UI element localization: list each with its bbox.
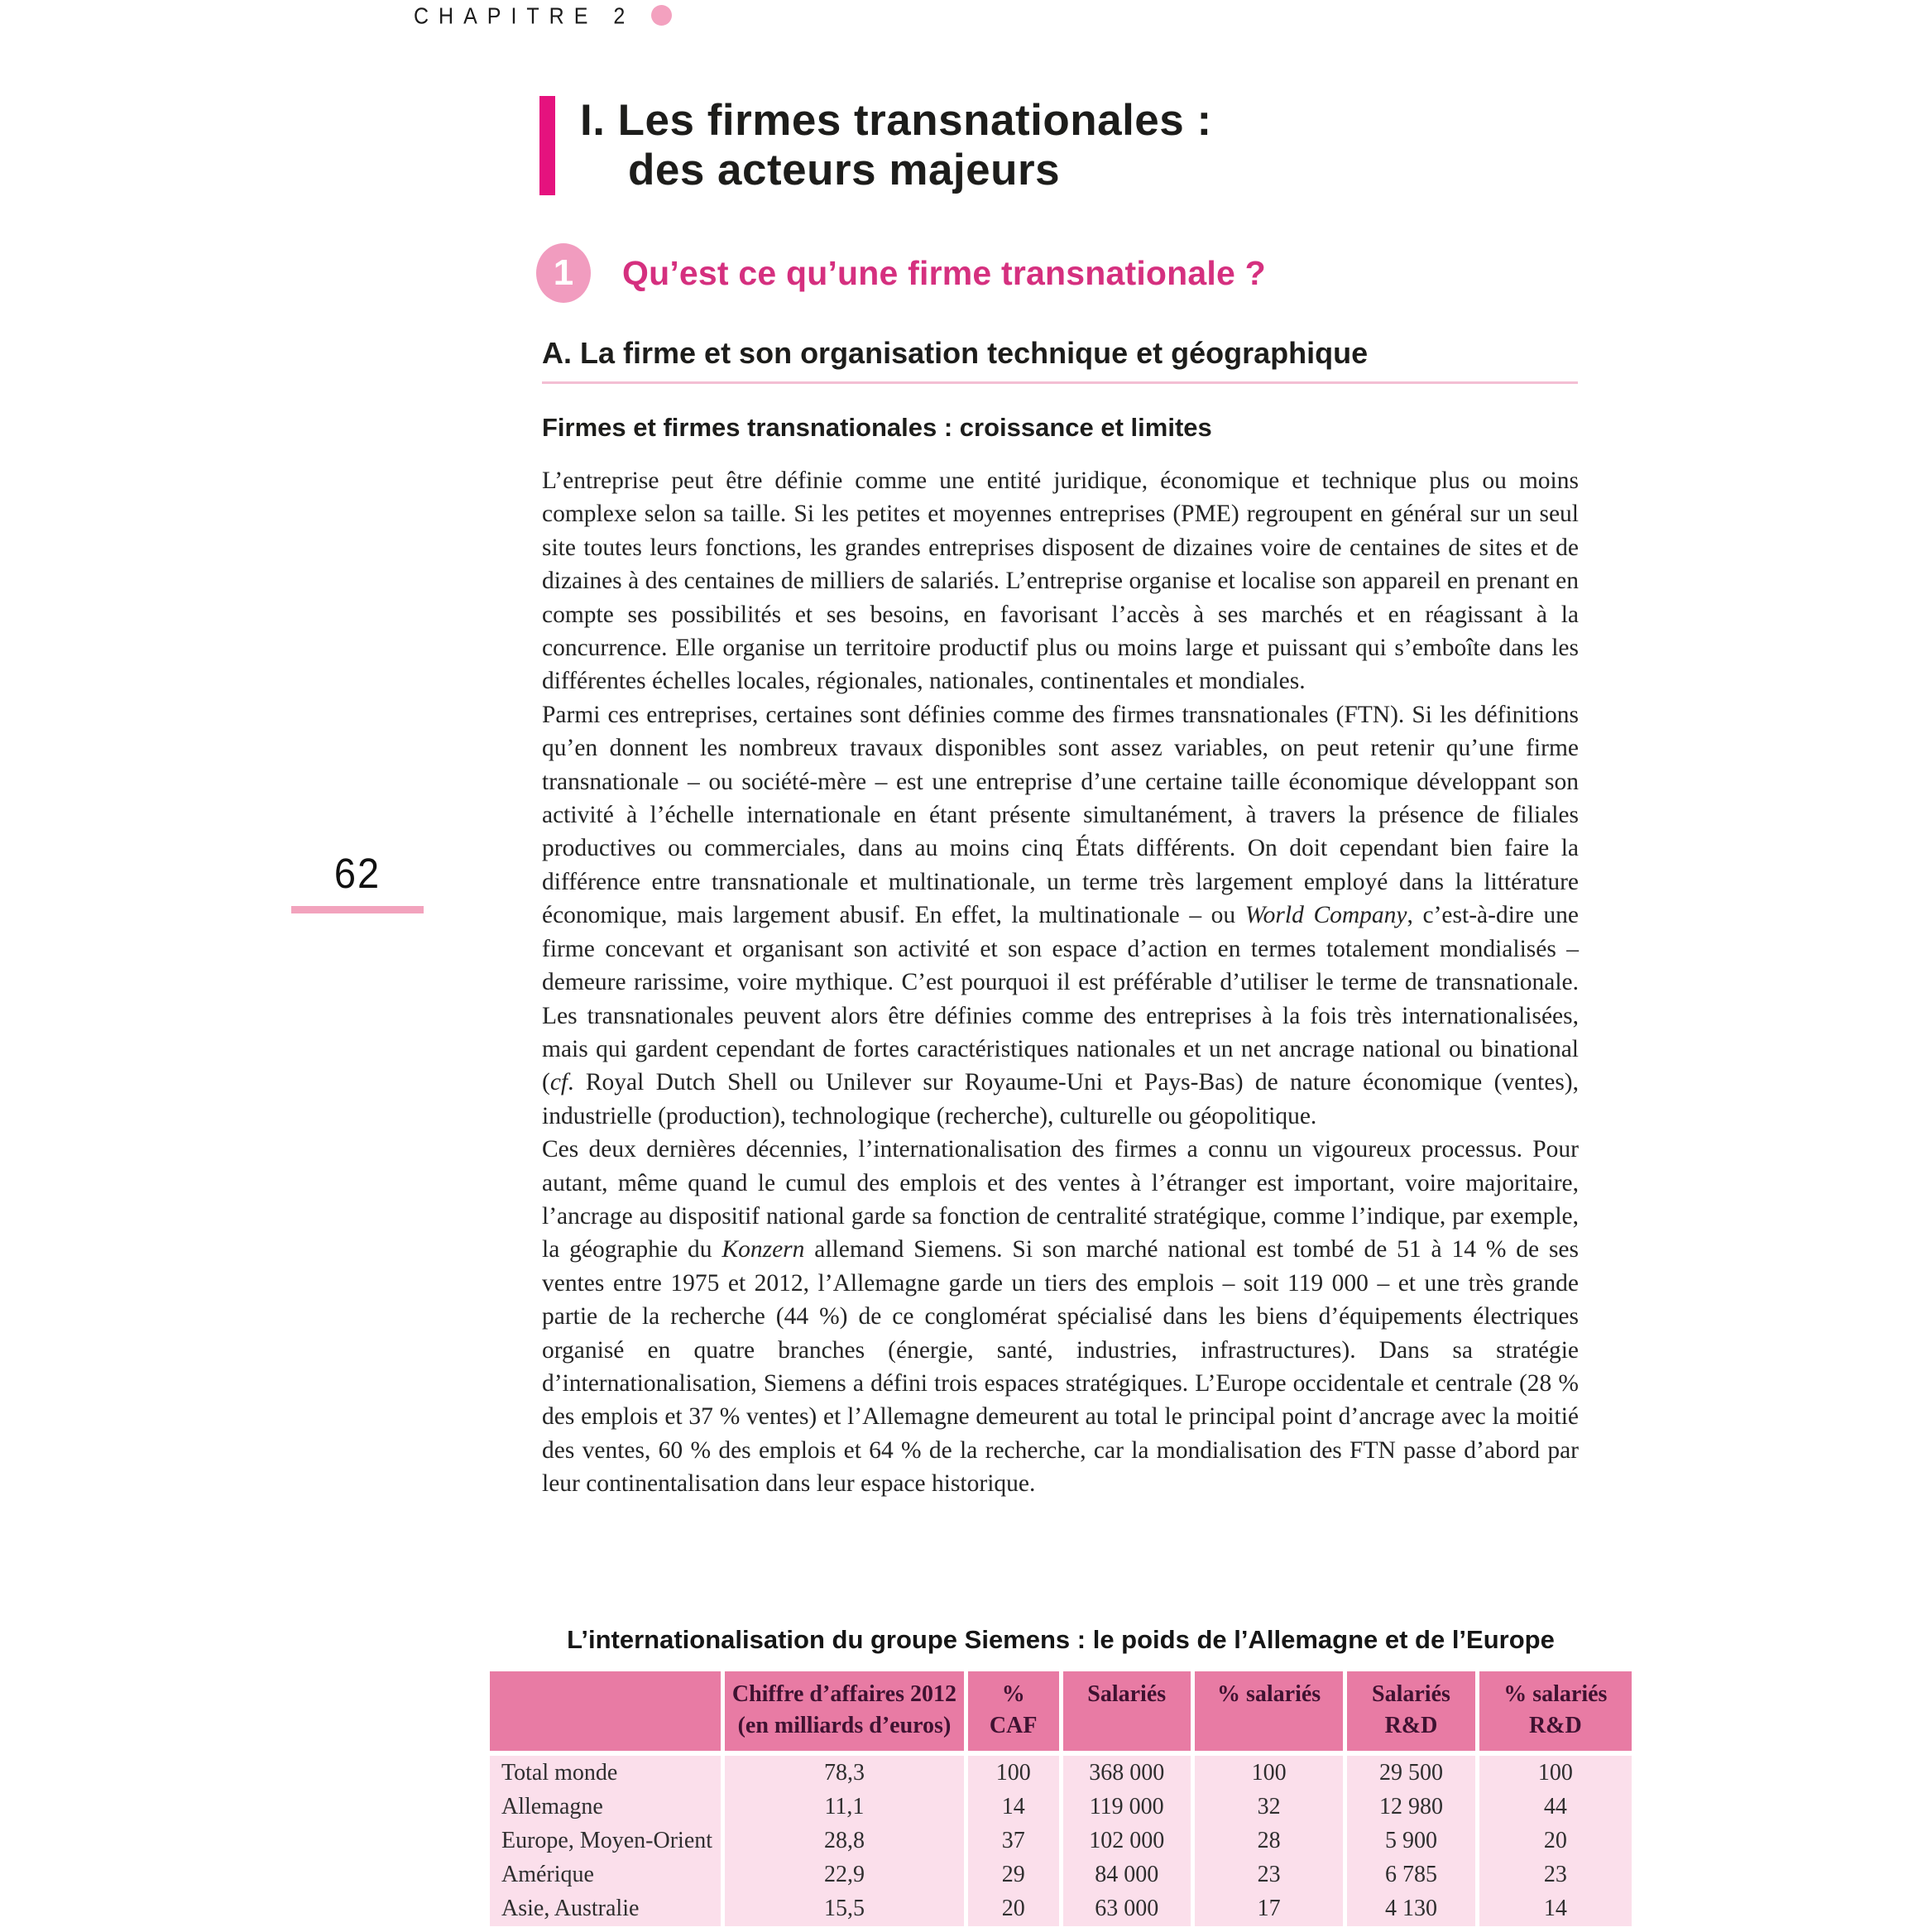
table-column bbox=[968, 1671, 1059, 1926]
text-run: , c’est-à-dire une firme concevant et organisant son activité et son espace d’action en termes totalement mondialisés – demeure rarissime, voire mythique. C’est pourquoi il est préférable d’utiliser le terme de transnationale. Les transnationales peuvent alors être définies comme des entreprises à la fois très internationalisées, mais qui gardent cependant de fortes caractéristiques nationales et un net ancrage national ou binational ( bbox=[542, 902, 1580, 1096]
header-line-2: R&D bbox=[1528, 1713, 1582, 1738]
table-cell: 78,3 bbox=[823, 1759, 865, 1786]
table-cell: 20 bbox=[1001, 1896, 1025, 1922]
paragraph bbox=[542, 698, 1579, 1133]
table-cell: 44 bbox=[1543, 1793, 1567, 1819]
table-cell: 29 500 bbox=[1378, 1759, 1443, 1786]
header-line-1: % bbox=[1001, 1681, 1025, 1707]
italic-text: World Company bbox=[1244, 902, 1407, 929]
text-run: allemand Siemens. Si son marché national est tombé de 51 à 14 % de ses ventes entre 1975 et 2012, l’Allemagne garde un tiers des emplois – soit 119 000 – et une très grande partie de la recherche (44 %) de ce conglomérat spécialisé dans les biens d’équipements électriques organisé en quatre branches (énergie, santé, industries, infrastructures). Dans sa stratégie d’internationalisation, Siemens a défini trois espaces stratégiques. L’Europe occidentale et centrale (28 % des emplois et 37 % ventes) et l’Allemagne demeurent au total le principal point d’ancrage avec la moitié des ventes, 60 % des emplois et 64 % de la recherche, car la mondialisation des FTN passe d’abord par leur continentalisation dans leur espace historique. bbox=[542, 1236, 1579, 1498]
data-table bbox=[490, 1671, 1632, 1926]
text-run: Ces deux dernières décennies, l’internationalisation des firmes a connu un vigoureux processus. Pour autant, même quand le cumul des emplois et des ventes à l’étranger est important, voire majoritaire, l’ancrage au dispositif national garde sa fonction de centralité stratégique, comme l’indique, par exemple, la géographie du bbox=[542, 1136, 1579, 1263]
table-cell: 29 bbox=[1001, 1862, 1025, 1888]
chapter-header bbox=[414, 3, 672, 30]
table-cell: 6 785 bbox=[1384, 1862, 1437, 1888]
header-line-1: % salariés bbox=[1503, 1681, 1608, 1707]
section-1-heading: Qu’est ce qu’une firme transnationale ? bbox=[622, 253, 1266, 292]
table-cell: 5 900 bbox=[1384, 1827, 1437, 1853]
paragraph bbox=[542, 464, 1579, 698]
header-line-2: (en milliards d’euros) bbox=[737, 1713, 952, 1738]
page-number: 62 bbox=[333, 849, 381, 897]
table-cell: 37 bbox=[1001, 1827, 1025, 1853]
siemens-table-block bbox=[490, 1625, 1632, 1926]
italic-text: Konzern bbox=[722, 1236, 805, 1263]
table-header-cell bbox=[490, 1671, 721, 1751]
table-header-cell bbox=[968, 1671, 1059, 1751]
table-body-column bbox=[1479, 1756, 1632, 1926]
table-header-cell bbox=[1063, 1671, 1191, 1751]
table-header-cell bbox=[725, 1671, 964, 1751]
table-body-column bbox=[968, 1756, 1059, 1926]
table-cell: 15,5 bbox=[823, 1896, 865, 1922]
table-cell: 28 bbox=[1257, 1827, 1281, 1853]
page-number-block bbox=[291, 849, 424, 913]
table-cell: 11,1 bbox=[824, 1793, 865, 1819]
table-column bbox=[1479, 1671, 1632, 1926]
table-column bbox=[490, 1671, 721, 1926]
table-row-label: Amérique bbox=[501, 1862, 594, 1888]
section-number-badge: 1 bbox=[536, 243, 591, 303]
table-cell: 100 bbox=[1251, 1759, 1287, 1786]
table-cell: 119 000 bbox=[1089, 1793, 1164, 1819]
italic-text: cf bbox=[549, 1069, 568, 1096]
header-line-1: % salariés bbox=[1216, 1681, 1321, 1707]
table-row-label: Allemagne bbox=[501, 1793, 603, 1819]
table-header-cell bbox=[1195, 1671, 1343, 1751]
text-run: L’entreprise peut être définie comme une entité juridique, économique et technique plus ou moins complexe selon sa taille. Si les petites et moyennes entreprises (PME) regroupent en général sur un seul site toutes leurs fonctions, les grandes entreprises disposent de dizaines voire de centaines de sites et de dizaines à des centaines de milliers de salariés. L’entreprise organise et localise son appareil en prenant en compte ses possibilités et ses besoins, en favorisant l’accès à ses marchés et en réagissant à la concurrence. Elle organise un territoire productif plus ou moins large et puissant qui s’emboîte dans les différentes échelles locales, régionales, nationales, continentales et mondiales. bbox=[542, 467, 1579, 695]
header-line-2: R&D bbox=[1384, 1713, 1438, 1738]
table-cell: 14 bbox=[1543, 1896, 1567, 1922]
chapter-dot-icon bbox=[651, 5, 672, 26]
table-title: L’internationalisation du groupe Siemens : le poids de l’Allemagne et de l’Europe bbox=[567, 1625, 1555, 1654]
table-cell: 23 bbox=[1543, 1862, 1567, 1888]
table-column bbox=[1195, 1671, 1343, 1926]
text-run: Parmi ces entreprises, certaines sont définies comme des firmes transnationales (FTN). Si les définitions qu’en donnent les nombreux travaux disponibles sont assez variables, on peut retenir qu’une firme transnationale – ou société-mère – est une entreprise d’une certaine taille économique développant son activité à l’échelle internationale en étant présente simultanément, à travers la présence de filiales productives ou commerciales, dans au moins cinq États différents. On doit cependant bien faire la différence entre transnationale et multinationale, un terme très largement employé dans la littérature économique, mais largement abusif. En effet, la multinationale – ou bbox=[542, 701, 1579, 929]
table-cell: 23 bbox=[1257, 1862, 1281, 1888]
table-column bbox=[725, 1671, 964, 1926]
title-line-2: des acteurs majeurs bbox=[628, 145, 1061, 194]
table-body-column bbox=[1063, 1756, 1191, 1926]
table-header-cell bbox=[1347, 1671, 1474, 1751]
table-row-label: Total monde bbox=[501, 1759, 618, 1786]
header-line-1: Chiffre d’affaires 2012 bbox=[731, 1681, 956, 1707]
heading-underline bbox=[542, 381, 1578, 384]
page-number-underline bbox=[291, 906, 424, 913]
table-cell: 32 bbox=[1257, 1793, 1281, 1819]
table-cell: 63 000 bbox=[1095, 1896, 1159, 1922]
header-line-1: Salariés bbox=[1372, 1681, 1450, 1707]
table-column bbox=[1063, 1671, 1191, 1926]
title-line-1: I. Les firmes transnationales : bbox=[580, 96, 1212, 145]
table-cell: 28,8 bbox=[823, 1827, 865, 1853]
text-run: . Royal Dutch Shell ou Unilever sur Royaume-Uni et Pays-Bas) de nature économique (ventes), industrielle (production), technologique (recherche), culturelle ou géopolitique. bbox=[542, 1069, 1579, 1129]
table-body-column bbox=[1195, 1756, 1343, 1926]
table-cell: 12 980 bbox=[1378, 1793, 1443, 1819]
subsection-a-heading: A. La firme et son organisation technique et géographique bbox=[542, 336, 1369, 370]
table-cell: 102 000 bbox=[1089, 1827, 1165, 1853]
table-body-column bbox=[1347, 1756, 1474, 1926]
table-cell: 100 bbox=[1537, 1759, 1573, 1786]
header-line-1: Salariés bbox=[1087, 1681, 1167, 1707]
table-header-cell bbox=[1479, 1671, 1632, 1751]
table-body-column bbox=[725, 1756, 964, 1926]
table-cell: 20 bbox=[1543, 1827, 1567, 1853]
table-row-label: Europe, Moyen-Orient bbox=[501, 1827, 713, 1853]
chapter-label: CHAPITRE 2 bbox=[414, 3, 635, 30]
table-cell: 4 130 bbox=[1384, 1896, 1437, 1922]
title-accent-bar bbox=[539, 96, 555, 195]
page-title bbox=[580, 96, 1212, 195]
table-column bbox=[1347, 1671, 1474, 1926]
body-text bbox=[542, 464, 1579, 1501]
table-cell: 22,9 bbox=[823, 1862, 865, 1888]
table-cell: 17 bbox=[1257, 1896, 1281, 1922]
title-block bbox=[539, 96, 1212, 195]
paragraph-group-heading: Firmes et firmes transnationales : croissance et limites bbox=[542, 413, 1212, 442]
table-cell: 14 bbox=[1001, 1793, 1025, 1819]
paragraph bbox=[542, 1133, 1579, 1500]
table-cell: 100 bbox=[995, 1759, 1031, 1786]
section-1 bbox=[536, 243, 1266, 303]
table-row-label: Asie, Australie bbox=[501, 1896, 640, 1922]
table-cell: 84 000 bbox=[1095, 1862, 1159, 1888]
table-cell: 368 000 bbox=[1089, 1759, 1165, 1786]
header-line-2: CAF bbox=[989, 1713, 1038, 1738]
table-body-column bbox=[490, 1756, 721, 1926]
